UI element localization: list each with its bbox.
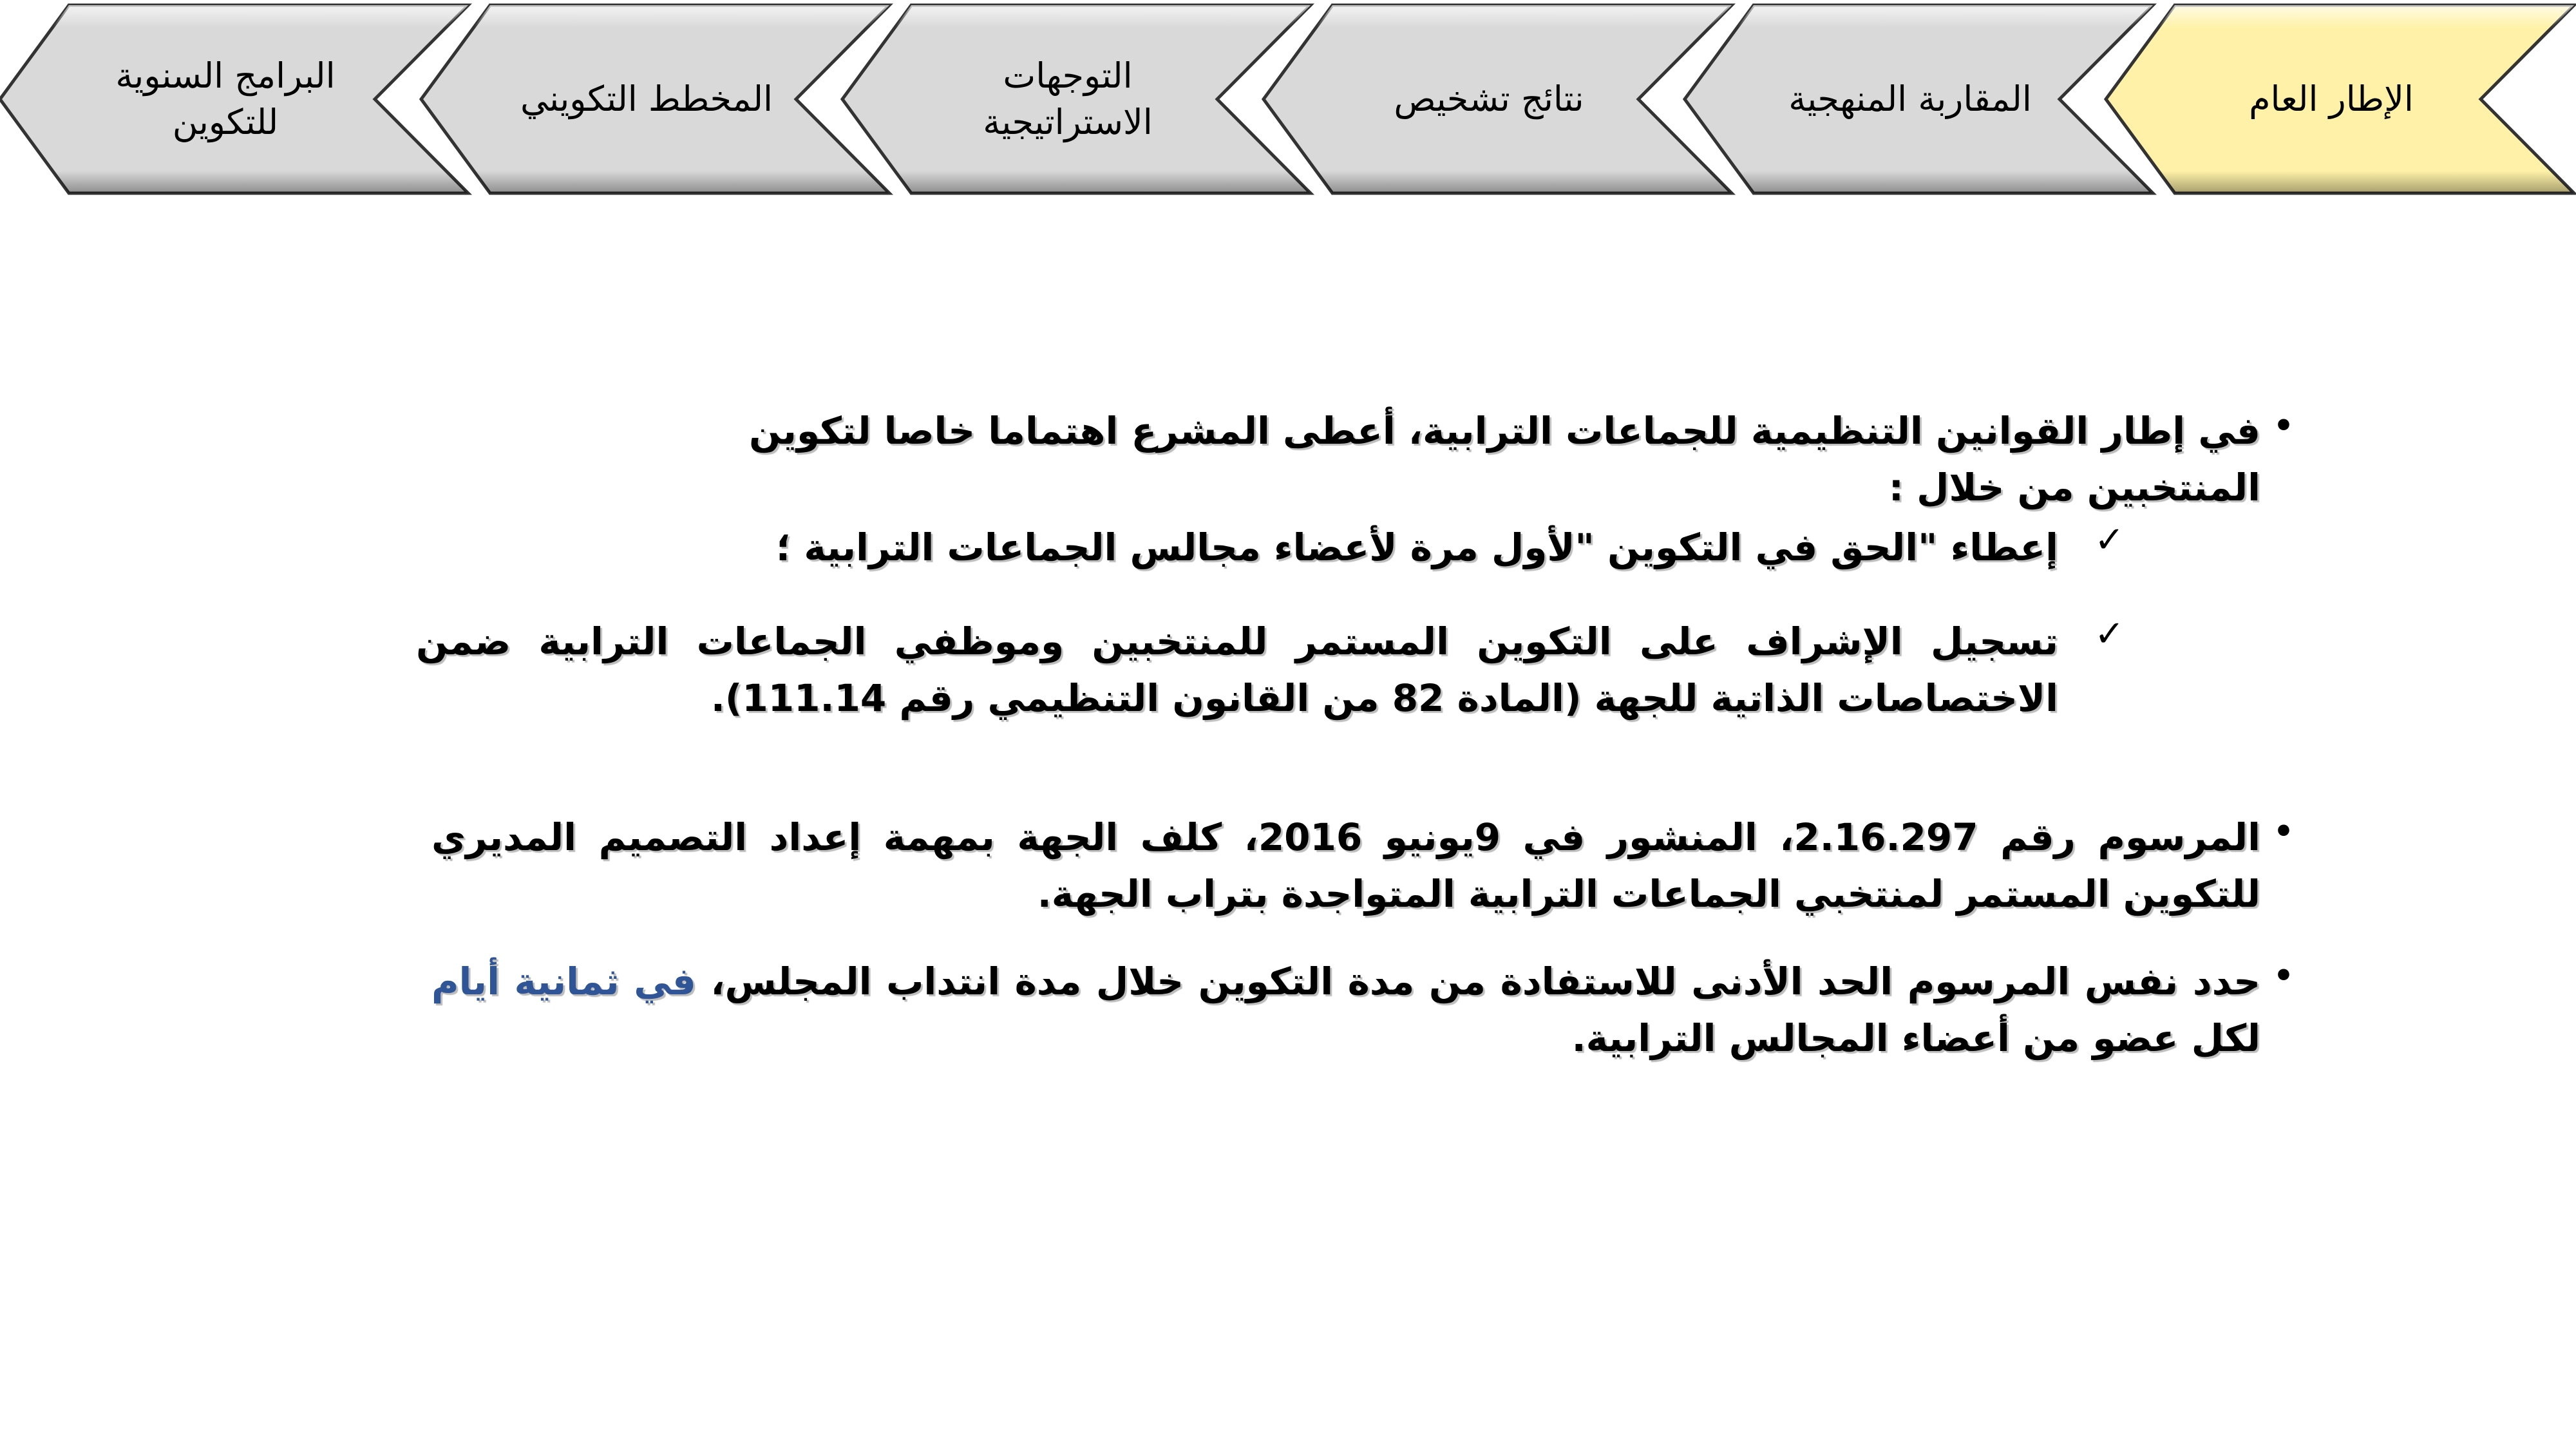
bullet-icon: • (2273, 813, 2294, 850)
check-item-right-to-training: إعطاء "الحق في التكوين "لأول مرة لأعضاء مجالس الجماعات الترابية ؛ (776, 526, 2058, 569)
bullet-icon: • (2273, 957, 2294, 994)
step-1-general-framework[interactable]: الإطار العام (2249, 79, 2414, 119)
step-3-diagnosis-results[interactable]: نتائج تشخيص (1394, 79, 1584, 119)
step-6-annual-programs[interactable]: البرامج السنوية للتكوين (115, 55, 336, 142)
step-5-training-plan[interactable]: المخطط التكويني (520, 79, 773, 119)
checkmark-icon: ✓ (2094, 613, 2125, 655)
text-segment: حدد نفس المرسوم الحد الأدنى للاستفادة من مدة التكوين خلال مدة انتداب المجلس، (696, 960, 2260, 1003)
step-2-methodology[interactable]: المقاربة المنهجية (1788, 79, 2032, 119)
intro-paragraph: في إطار القوانين التنظيمية للجماعات الترابية، أعطى المشرع اهتماما خاصا لتكوين المنتخبين من خلال : (748, 409, 2260, 509)
text-segment: لكل عضو من أعضاء المجالس الترابية. (1571, 1016, 2260, 1060)
decree-paragraph: المرسوم رقم 2.16.297، المنشور في 9يونيو 2016، كلف الجهة بمهمة إعداد التصميم المديري للتكوين المستمر لمنتخبي الجماعات الترابية المتواجدة بتراب الجهة. (431, 815, 2260, 916)
checkmark-icon: ✓ (2094, 519, 2125, 561)
step-4-strategic-orientations[interactable]: التوجهات الاستراتيجية (983, 55, 1153, 142)
bullet-icon: • (2273, 407, 2294, 444)
check-item-supervision: تسجيل الإشراف على التكوين المستمر للمنتخبين وموظفي الجماعات الترابية ضمن الاختصاصات الذاتية للجهة (المادة 82 من القانون التنظيمي رقم 111.14). (416, 620, 2058, 720)
minimum-training-paragraph (431, 953, 2260, 1066)
highlighted-duration: في ثمانية أيام (431, 960, 696, 1003)
